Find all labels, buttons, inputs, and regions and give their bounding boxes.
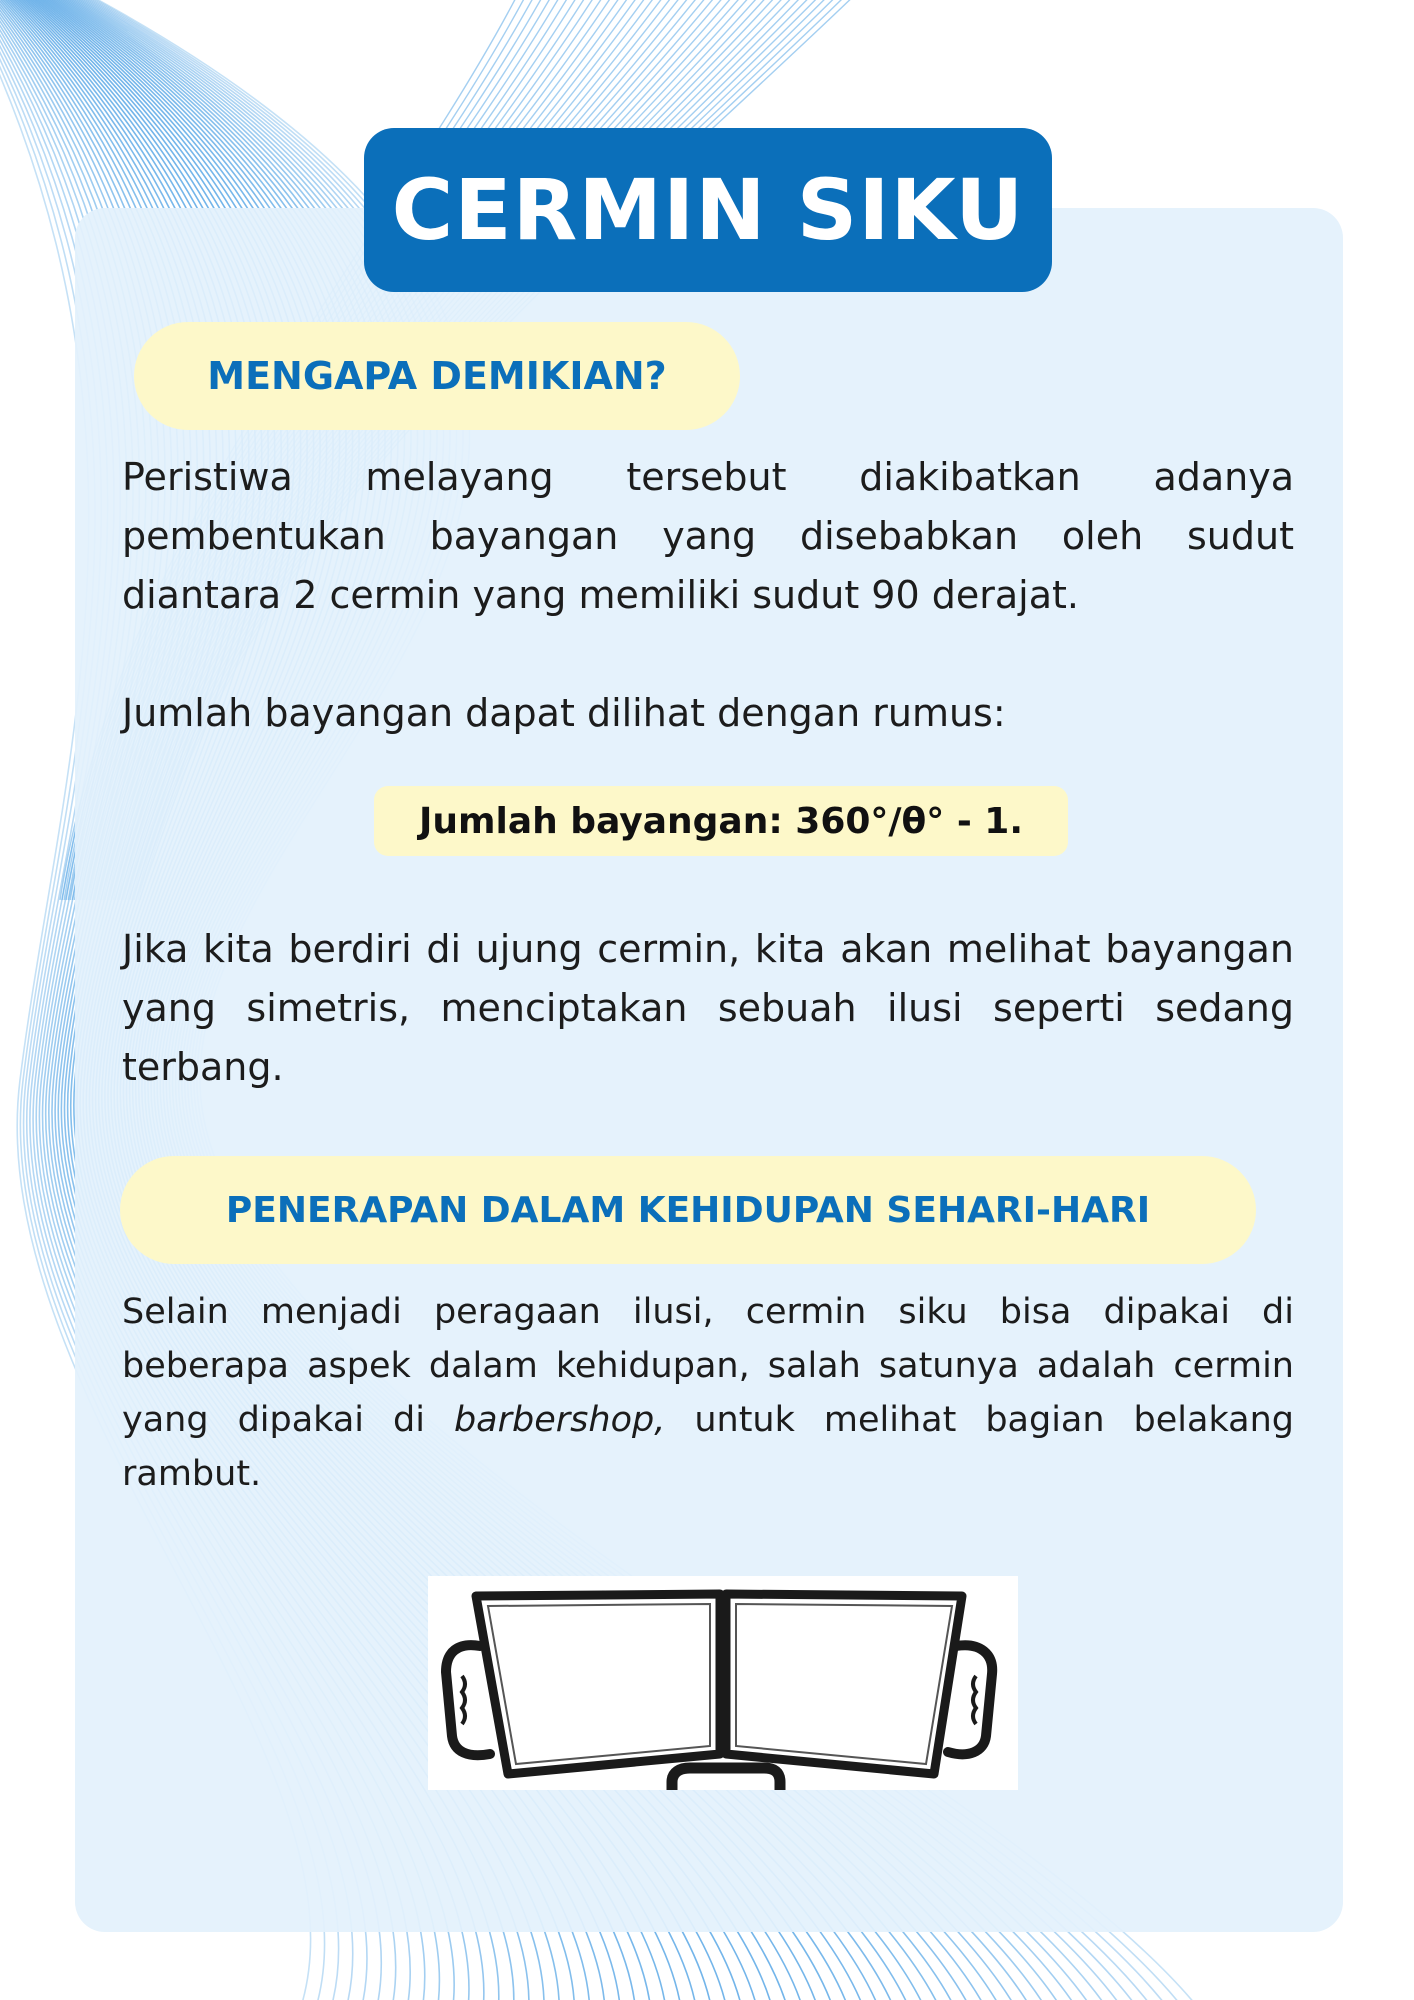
- section-heading-why: [134, 322, 740, 430]
- page-title: CERMIN SIKU: [391, 161, 1025, 259]
- section-heading-application: [120, 1156, 1256, 1264]
- paragraph-application-text: Selain menjadi peragaan ilusi, cermin siku bisa dipakai di beberapa aspek dalam kehidupan, salah satunya adalah cermin yang dipakai di: [122, 1292, 1294, 1440]
- paragraph-application-text-end: untuk melihat bagian belakang rambut.: [122, 1400, 1294, 1494]
- paragraph-application: [122, 1285, 1294, 1501]
- title-badge: [364, 128, 1052, 292]
- formula-text: Jumlah bayangan: 360°/θ° - 1.: [418, 800, 1024, 842]
- section-heading-why-label: MENGAPA DEMIKIAN?: [207, 354, 667, 398]
- section-heading-application-label: PENERAPAN DALAM KEHIDUPAN SEHARI-HARI: [225, 1189, 1151, 1231]
- barber-mirror-icon: [428, 1576, 1018, 1790]
- paragraph-illusion: Jika kita berdiri di ujung cermin, kita akan melihat bayangan yang simetris, menciptakan sebuah ilusi seperti sedang terbang.: [122, 927, 1294, 1089]
- paragraph-formula-intro: Jumlah bayangan dapat dilihat dengan rumus:: [122, 691, 1006, 735]
- formula-box: [374, 786, 1068, 856]
- paragraph-explanation: Peristiwa melayang tersebut diakibatkan adanya pembentukan bayangan yang disebabkan oleh sudut diantara 2 cermin yang memiliki sudut 90 derajat.: [122, 455, 1294, 617]
- barber-mirror-image: [428, 1576, 1018, 1790]
- paragraph-application-italic: barbershop,: [453, 1400, 666, 1440]
